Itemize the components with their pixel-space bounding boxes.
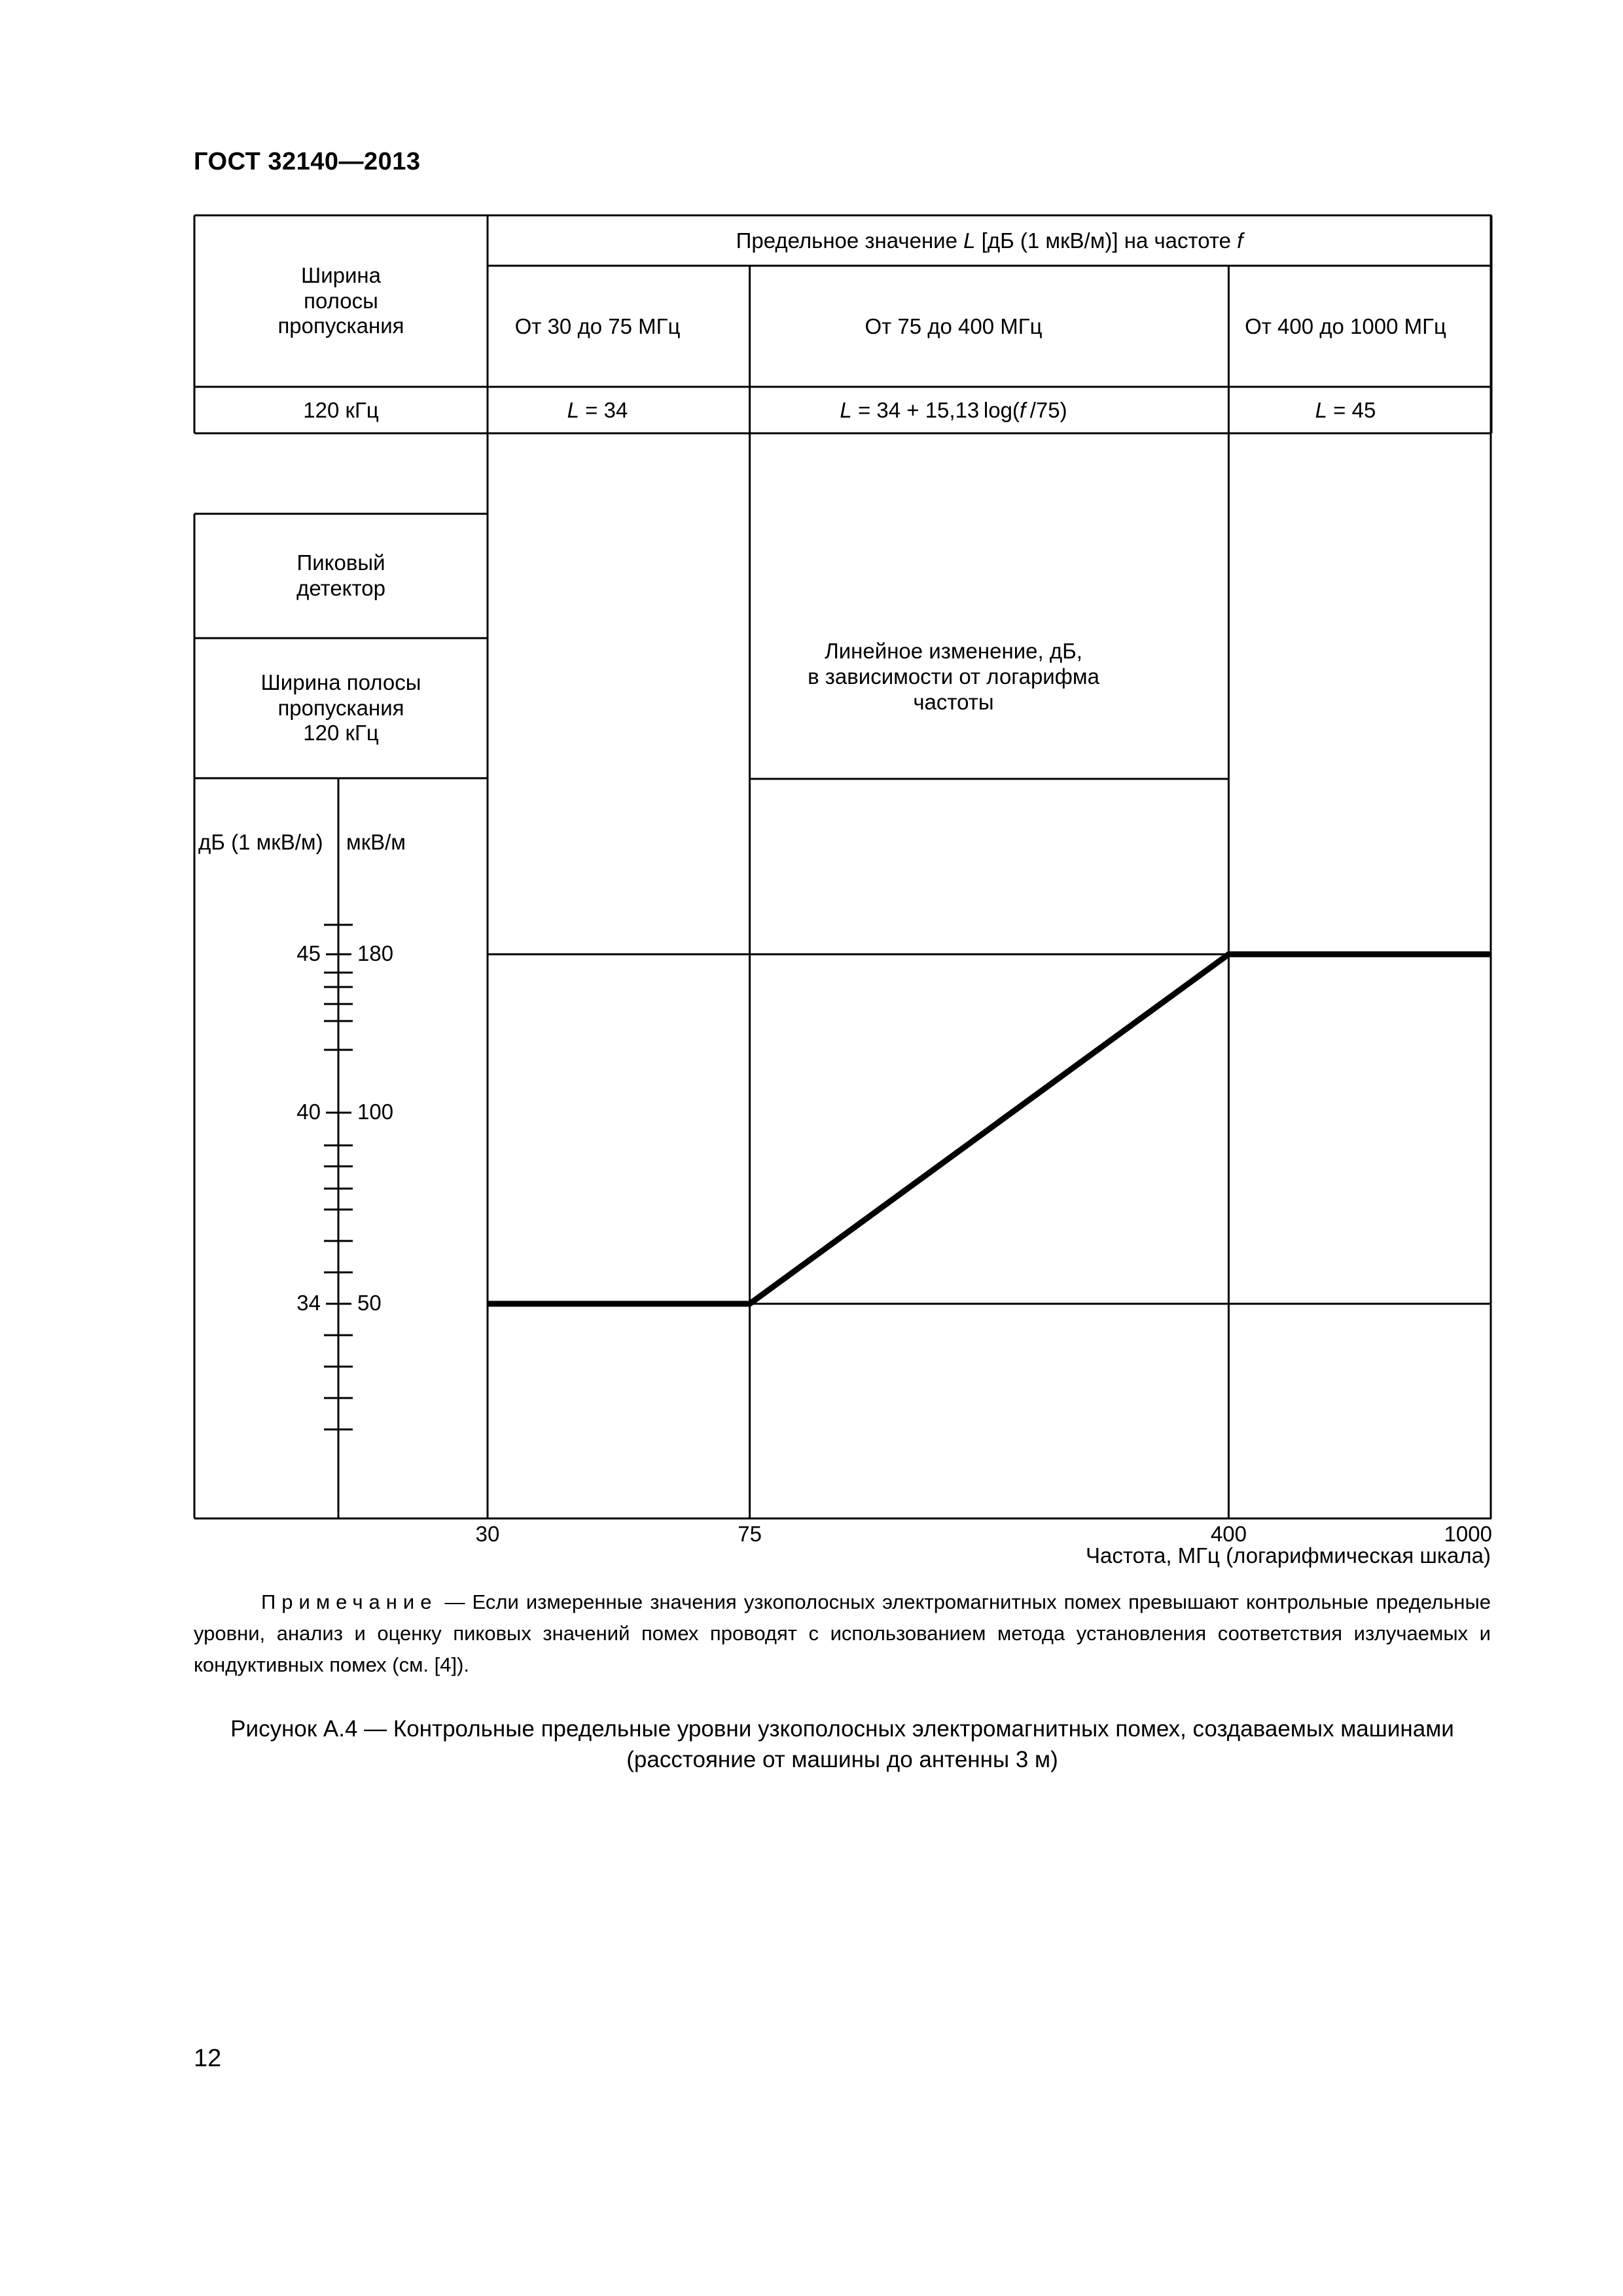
detector-label: Пиковый детектор (296, 550, 385, 600)
bandwidth-value: 120 кГц (303, 397, 379, 422)
figure-caption: Рисунок А.4 — Контрольные предельные уровни узкополосных электромагнитных помех, создаваемых машинами (расстояние от машины до антенны 3 м) (230, 1716, 1454, 1773)
slope-annotation: Линейное изменение, дБ, в зависимости от логарифма частоты (808, 639, 1099, 714)
formula-400-1000: L = 45 (1315, 397, 1376, 422)
x-tick-label: 1000 (1444, 1522, 1492, 1546)
formula-75-400: L = 34 + 15,13 log(f /75) (840, 397, 1067, 422)
range-400-1000: От 400 до 1000 МГц (1245, 314, 1446, 338)
limit-header: Предельное значение L [дБ (1 мкВ/м)] на частоте f (736, 228, 1243, 253)
x-tick-label: 400 (1210, 1522, 1247, 1546)
bandwidth-column-header: Ширина полосы пропускания (277, 262, 404, 338)
note-label: Примечание (261, 1590, 438, 1613)
note-text: — Если измеренные значения узкополосных электромагнитных помех превышают контрольные предельные уровни, анализ и оценку пиковых значений помех проводят с использованием метода установления соответствия излучаемых и кондуктивных помех (см. [4]). (194, 1590, 1491, 1677)
x-axis-label: Частота, МГц (логарифмическая шкала) (1086, 1543, 1491, 1568)
x-tick-label: 30 (475, 1522, 500, 1546)
y-tick-label-uv: 180 (357, 941, 394, 965)
unit-db-label: дБ (1 мкВ/м) (198, 830, 323, 854)
page-number: 12 (194, 2045, 222, 2072)
y-tick-label-uv: 100 (357, 1100, 394, 1124)
y-tick-label-db: 45 (296, 941, 321, 965)
range-30-75: От 30 до 75 МГц (514, 314, 681, 338)
figure-note (194, 1587, 1491, 1681)
y-tick-label-uv: 50 (357, 1291, 382, 1315)
formula-30-75: L = 34 (567, 397, 628, 422)
y-tick-label-db: 34 (296, 1291, 321, 1315)
standard-header: ГОСТ 32140—2013 (194, 148, 421, 175)
limit-line (488, 954, 1491, 1304)
y-tick-label-db: 40 (296, 1100, 321, 1124)
unit-uv-label: мкВ/м (346, 830, 406, 854)
x-tick-label: 75 (738, 1522, 762, 1546)
range-75-400: От 75 до 400 МГц (865, 314, 1043, 338)
side-bandwidth-label: Ширина полосы пропускания 120 кГц (260, 670, 421, 745)
